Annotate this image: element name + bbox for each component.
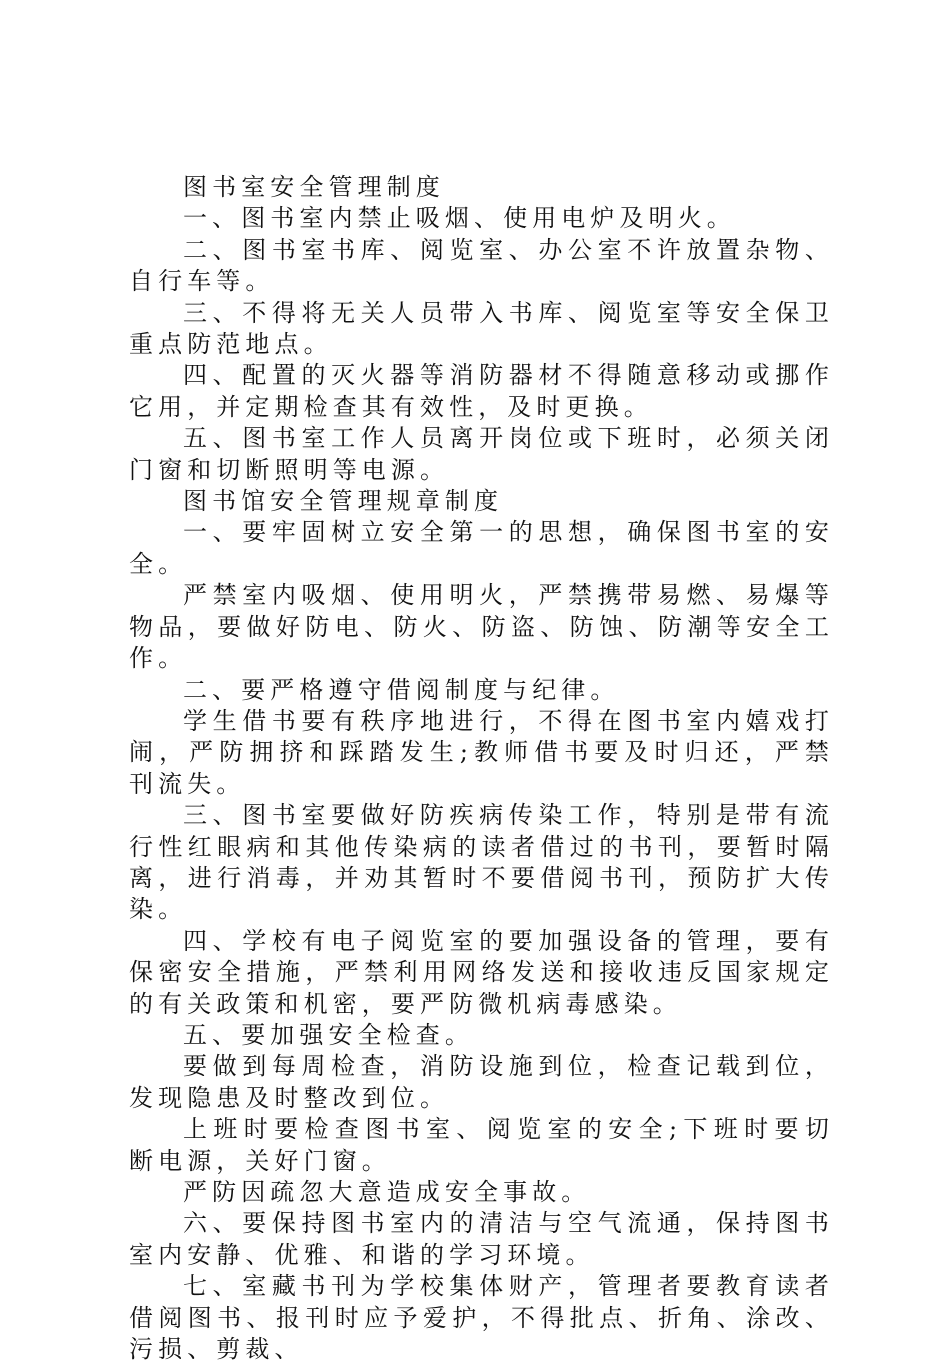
rule-paragraph: 三、图书室要做好防疾病传染工作，特别是带有流行性红眼病和其他传染病的读者借过的书刊，要暂时隔离，进行消毒，并劝其暂时不要借阅书刊，预防扩大传染。 [129,801,834,924]
rule-paragraph: 严禁室内吸烟、使用明火，严禁携带易燃、易爆等物品，要做好防电、防火、防盗、防蚀、防潮等安全工作。 [129,581,834,673]
rule-paragraph: 要做到每周检查，消防设施到位，检查记载到位，发现隐患及时整改到位。 [129,1052,834,1112]
rule-paragraph: 五、要加强安全检查。 [183,1020,474,1049]
rule-paragraph: 三、不得将无关人员带入书库、阅览室等安全保卫重点防范地点。 [129,298,834,359]
section-title: 图书室安全管理制度 [183,173,445,201]
rule-paragraph: 四、学校有电子阅览室的要加强设备的管理，要有保密安全措施，严禁利用网络发送和接收违反国家规定的有关政策和机密，要严防微机病毒感染。 [129,926,834,1018]
rule-paragraph: 上班时要检查图书室、阅览室的安全;下班时要切断电源，关好门窗。 [129,1115,834,1175]
rule-paragraph: 六、要保持图书室内的清洁与空气流通，保持图书室内安静、优雅、和谐的学习环境。 [129,1209,834,1269]
rule-paragraph: 严防因疏忽大意造成安全事故。 [183,1178,591,1206]
rule-paragraph: 二、图书室书库、阅览室、办公室不许放置杂物、自行车等。 [129,235,834,296]
rule-paragraph: 学生借书要有秩序地进行，不得在图书室内嬉戏打闹，严防拥挤和踩踏发生;教师借书要及时归还，严禁刊流失。 [129,706,834,798]
section-title: 图书馆安全管理规章制度 [183,487,504,516]
rule-paragraph: 一、图书室内禁止吸烟、使用电炉及明火。 [183,204,736,233]
document-body [129,172,834,1365]
rule-paragraph: 七、室藏书刊为学校集体财产，管理者要教育读者借阅图书、报刊时应予爱护，不得批点、折角、涂改、污损、剪裁、 [129,1272,834,1364]
rule-paragraph: 二、要严格遵守借阅制度与纪律。 [183,675,620,704]
rule-paragraph: 四、配置的灭火器等消防器材不得随意移动或挪作它用，并定期检查其有效性，及时更换。 [129,361,834,421]
rule-paragraph: 一、要牢固树立安全第一的思想，确保图书室的安全。 [129,518,834,578]
rule-paragraph: 五、图书室工作人员离开岗位或下班时，必须关闭门窗和切断照明等电源。 [129,424,834,484]
